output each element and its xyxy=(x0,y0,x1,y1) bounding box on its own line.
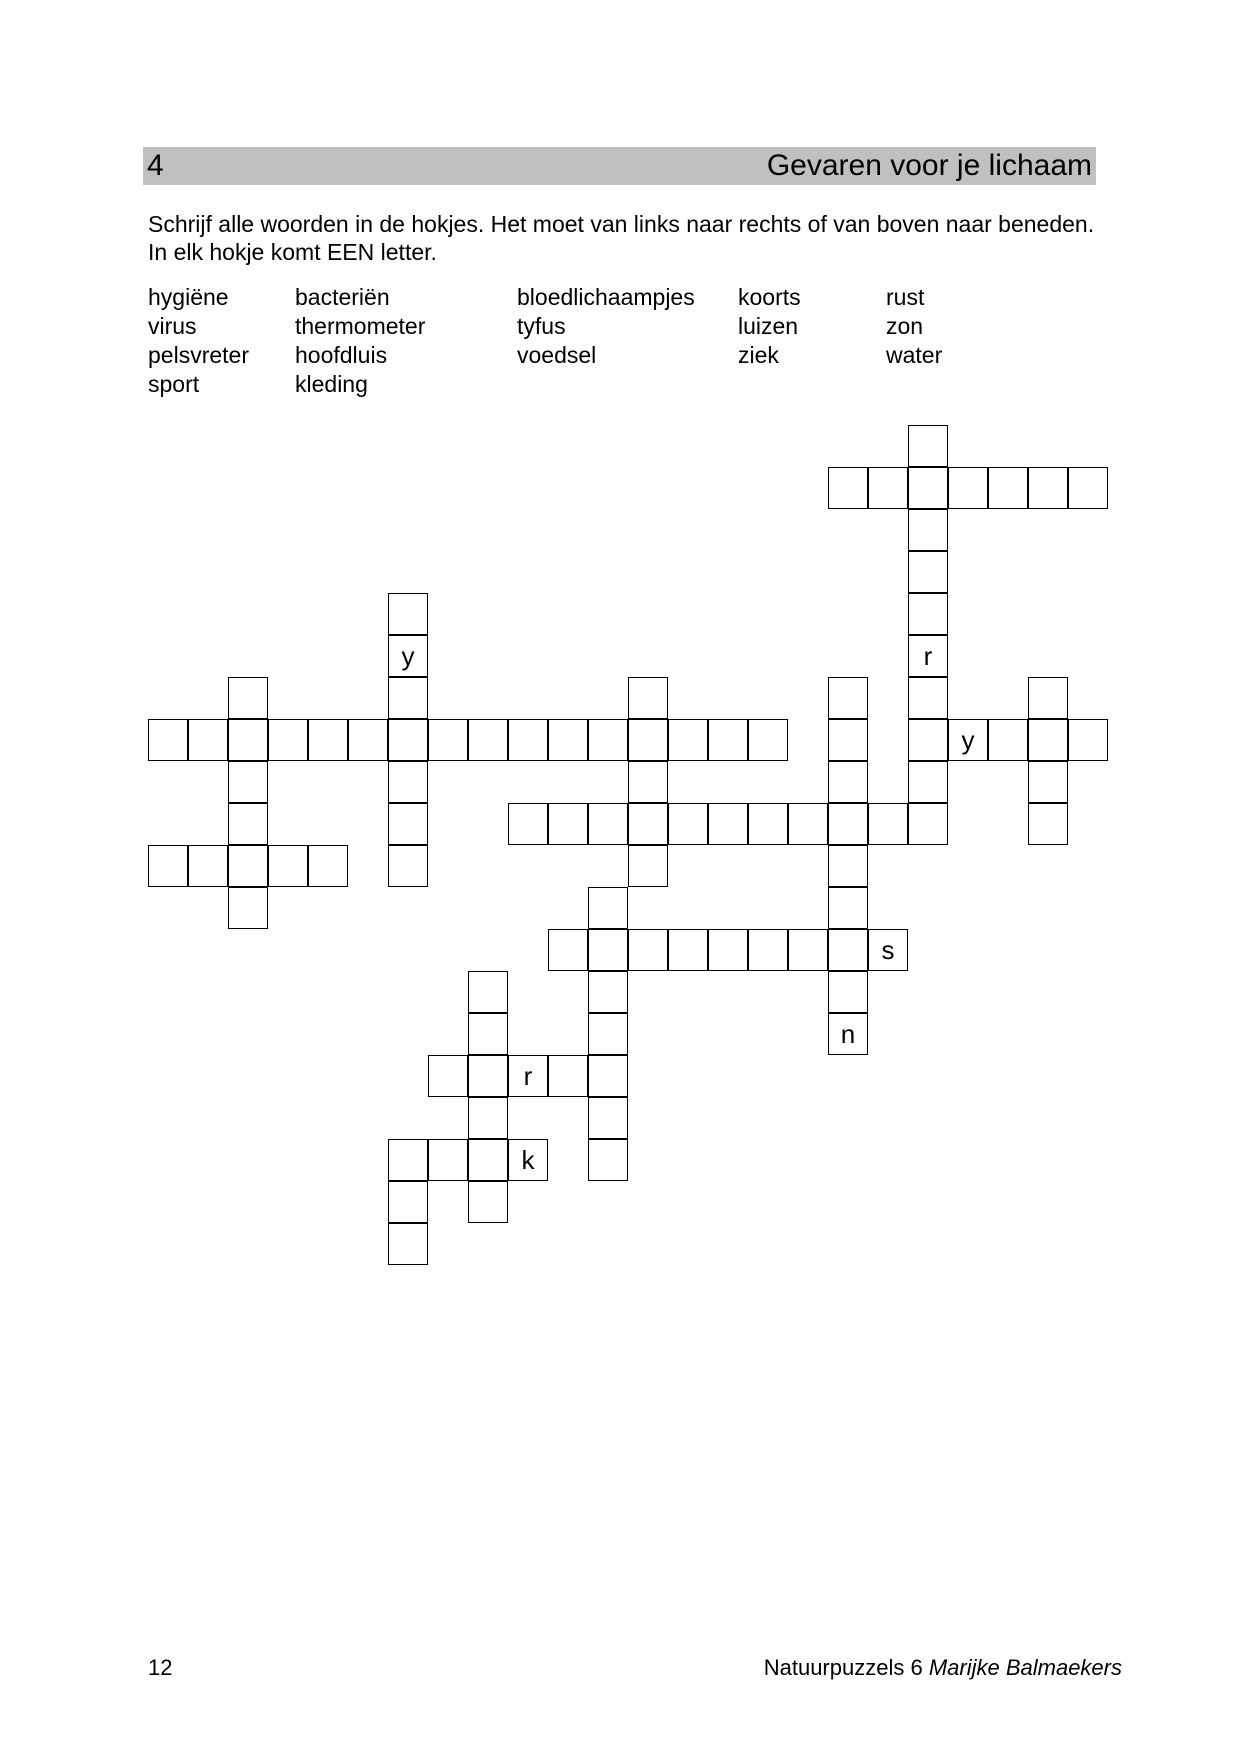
crossword-cell[interactable] xyxy=(388,845,428,887)
crossword-cell[interactable] xyxy=(588,1097,628,1139)
crossword-cell[interactable] xyxy=(628,803,668,845)
crossword-cell[interactable] xyxy=(348,719,388,761)
crossword-cell[interactable] xyxy=(868,467,908,509)
crossword-cell[interactable] xyxy=(908,719,948,761)
crossword-cell-prefilled[interactable]: y xyxy=(948,719,988,761)
crossword-cell[interactable] xyxy=(828,467,868,509)
crossword-cell[interactable] xyxy=(748,929,788,971)
crossword-cell[interactable] xyxy=(588,1139,628,1181)
crossword-cell[interactable] xyxy=(548,1055,588,1097)
crossword-cell[interactable] xyxy=(548,803,588,845)
crossword-cell[interactable] xyxy=(228,803,268,845)
crossword-cell[interactable] xyxy=(588,803,628,845)
crossword-cell[interactable] xyxy=(628,929,668,971)
crossword-cell[interactable] xyxy=(188,719,228,761)
crossword-cell[interactable] xyxy=(828,719,868,761)
page-number: 12 xyxy=(148,1655,173,1680)
word-list-item: zon xyxy=(886,313,924,339)
crossword-cell-prefilled[interactable]: r xyxy=(508,1055,548,1097)
word-list-item: tyfus xyxy=(517,313,566,339)
crossword-cell[interactable] xyxy=(908,425,948,467)
crossword-cell[interactable] xyxy=(388,1223,428,1265)
crossword-cell[interactable] xyxy=(708,803,748,845)
crossword-cell-prefilled[interactable]: n xyxy=(828,1013,868,1055)
word-list-item: koorts xyxy=(738,284,801,310)
crossword-cell[interactable] xyxy=(548,929,588,971)
crossword-cell[interactable] xyxy=(308,719,348,761)
crossword-cell[interactable] xyxy=(388,1181,428,1223)
crossword-cell[interactable] xyxy=(828,677,868,719)
crossword-cell-prefilled[interactable]: r xyxy=(908,635,948,677)
crossword-cell[interactable] xyxy=(708,929,748,971)
crossword-cell[interactable] xyxy=(828,761,868,803)
crossword-cell[interactable] xyxy=(468,1013,508,1055)
crossword-cell[interactable] xyxy=(228,677,268,719)
crossword-cell[interactable] xyxy=(828,803,868,845)
crossword-cell[interactable] xyxy=(228,719,268,761)
crossword-cell[interactable] xyxy=(828,971,868,1013)
crossword-cell[interactable] xyxy=(148,845,188,887)
book-title: Natuurpuzzels 6 xyxy=(763,1655,923,1680)
crossword-cell[interactable] xyxy=(908,551,948,593)
crossword-cell[interactable] xyxy=(908,509,948,551)
crossword-cell[interactable] xyxy=(588,971,628,1013)
crossword-cell[interactable] xyxy=(908,761,948,803)
word-list-item: voedsel xyxy=(517,342,597,368)
footer-credit xyxy=(764,1655,1122,1681)
word-list-item: thermometer xyxy=(295,313,426,339)
crossword-cell[interactable] xyxy=(468,1097,508,1139)
word-list-item: kleding xyxy=(295,371,368,397)
crossword-cell[interactable] xyxy=(428,1055,468,1097)
crossword-cell[interactable] xyxy=(588,929,628,971)
crossword-cell[interactable] xyxy=(628,719,668,761)
crossword-cell[interactable] xyxy=(708,719,748,761)
crossword-cell[interactable] xyxy=(388,1139,428,1181)
crossword-cell[interactable] xyxy=(148,719,188,761)
crossword-cell[interactable] xyxy=(228,887,268,929)
crossword-cell[interactable] xyxy=(588,887,628,929)
crossword-cell[interactable] xyxy=(1028,719,1068,761)
crossword-cell[interactable] xyxy=(828,845,868,887)
word-list-item: luizen xyxy=(738,313,799,339)
word-list-item: sport xyxy=(148,371,200,397)
crossword-cell[interactable] xyxy=(948,467,988,509)
crossword-cell[interactable] xyxy=(548,719,588,761)
crossword-cell[interactable] xyxy=(468,1139,508,1181)
crossword-cell[interactable] xyxy=(628,761,668,803)
crossword-cell[interactable] xyxy=(668,929,708,971)
word-list-item: ziek xyxy=(738,342,779,368)
crossword-cell[interactable] xyxy=(588,1013,628,1055)
crossword-cell[interactable] xyxy=(1068,467,1108,509)
crossword-cell[interactable] xyxy=(908,593,948,635)
word-list-item: rust xyxy=(886,284,925,310)
crossword-cell[interactable] xyxy=(868,803,908,845)
crossword-cell[interactable] xyxy=(228,845,268,887)
crossword-cell[interactable] xyxy=(668,803,708,845)
crossword-cell[interactable] xyxy=(788,929,828,971)
crossword-cell[interactable] xyxy=(628,845,668,887)
word-list-item: water xyxy=(886,342,943,368)
crossword-cell[interactable] xyxy=(1068,719,1108,761)
word-list-item: hoofdluis xyxy=(295,342,388,368)
crossword-cell[interactable] xyxy=(388,761,428,803)
crossword-cell[interactable] xyxy=(388,719,428,761)
crossword-cell[interactable] xyxy=(988,719,1028,761)
crossword-cell[interactable] xyxy=(268,845,308,887)
crossword-cell[interactable] xyxy=(1028,677,1068,719)
crossword-cell[interactable] xyxy=(468,1055,508,1097)
crossword-cell[interactable] xyxy=(388,803,428,845)
crossword-cell[interactable] xyxy=(268,719,308,761)
crossword-cell[interactable] xyxy=(388,677,428,719)
instructions-text: Schrijf alle woorden in de hokjes. Het moet van links naar rechts of van boven naar beneden. In elk hokje komt EEN letter. xyxy=(148,211,1095,265)
crossword-cell[interactable] xyxy=(468,1181,508,1223)
crossword-cell[interactable] xyxy=(1028,761,1068,803)
crossword-cell[interactable] xyxy=(1028,467,1068,509)
chapter-number: 4 xyxy=(147,149,164,182)
crossword-cell[interactable] xyxy=(628,677,668,719)
author-name: Marijke Balmaekers xyxy=(928,1655,1122,1680)
crossword-cell[interactable] xyxy=(908,467,948,509)
word-list-item: hygiëne xyxy=(148,284,229,310)
crossword-cell[interactable] xyxy=(668,719,708,761)
crossword-cell[interactable] xyxy=(388,593,428,635)
crossword-cell[interactable] xyxy=(788,803,828,845)
crossword-cell[interactable] xyxy=(828,929,868,971)
crossword-cell[interactable] xyxy=(468,971,508,1013)
crossword-cell[interactable] xyxy=(508,803,548,845)
crossword-cell[interactable] xyxy=(308,845,348,887)
crossword-cell[interactable] xyxy=(748,803,788,845)
crossword-cell[interactable] xyxy=(748,719,788,761)
crossword-cell[interactable] xyxy=(908,803,948,845)
crossword-cell[interactable] xyxy=(588,719,628,761)
word-list-item: bloedlichaampjes xyxy=(517,284,695,310)
crossword-cell-prefilled[interactable]: y xyxy=(388,635,428,677)
crossword-cell[interactable] xyxy=(468,719,508,761)
crossword-cell-prefilled[interactable]: s xyxy=(868,929,908,971)
crossword-cell-prefilled[interactable]: k xyxy=(508,1139,548,1181)
crossword-cell[interactable] xyxy=(228,761,268,803)
crossword-cell[interactable] xyxy=(588,1055,628,1097)
word-list-item: pelsvreter xyxy=(148,342,249,368)
crossword-cell[interactable] xyxy=(188,845,228,887)
chapter-title: Gevaren voor je lichaam xyxy=(766,149,1092,182)
crossword-cell[interactable] xyxy=(1028,803,1068,845)
crossword-cell[interactable] xyxy=(428,1139,468,1181)
crossword-cell[interactable] xyxy=(988,467,1028,509)
crossword-cell[interactable] xyxy=(428,719,468,761)
crossword-cell[interactable] xyxy=(508,719,548,761)
crossword-cell[interactable] xyxy=(828,887,868,929)
crossword-cell[interactable] xyxy=(908,677,948,719)
word-list-item: virus xyxy=(148,313,197,339)
word-list-item: bacteriën xyxy=(295,284,390,310)
